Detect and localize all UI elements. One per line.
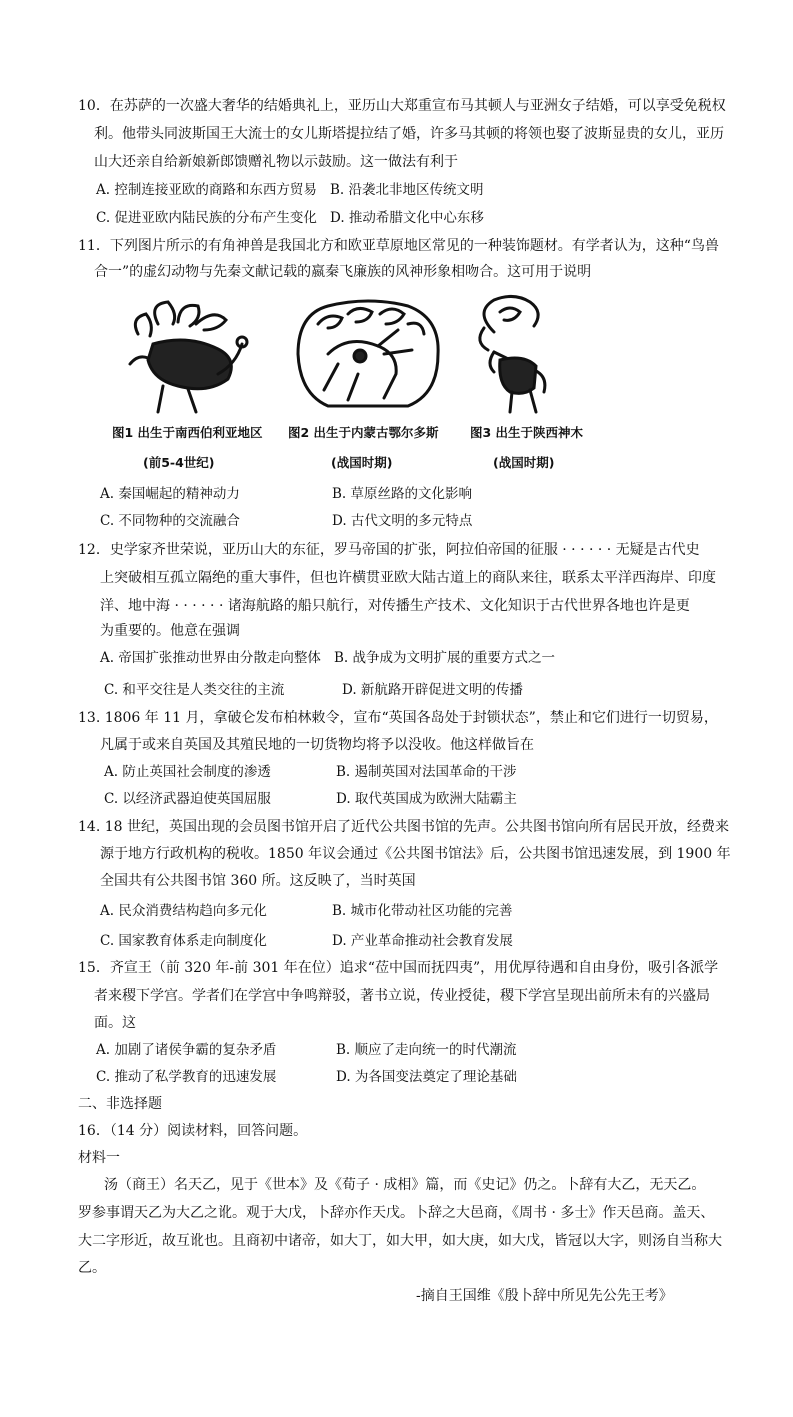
q12-option-b: B. 战争成为文明扩展的重要方式之一 [334, 650, 556, 666]
q16-material-line-1: 汤（商王）名天乙，见于《世本》及《荀子 · 成相》篇，而《史记》仍之。卜辞有大乙，无天乙。 [104, 1177, 706, 1193]
q10-line-1: 10．在苏萨的一次盛大奢华的结婚典礼上，亚历山大郑重宣布马其顿人与亚洲女子结婚，可以享受免税权 [78, 98, 726, 114]
figure-2-image [288, 294, 448, 416]
figure-3-period: (战国时期) [493, 455, 555, 470]
q11-option-c: C. 不同物种的交流融合 [100, 513, 240, 529]
q14-line-3: 全国共有公共图书馆 360 所。这反映了，当时英国 [100, 873, 416, 889]
figure-2-caption: 图2 出生于内蒙古鄂尔多斯 [288, 425, 439, 440]
q12-line-2: 上突破相互孤立隔绝的重大事件，但也许横贯亚欧大陆古道上的商队来往，联系太平洋西海岸、印度 [100, 570, 716, 586]
q15-option-a: A. 加剧了诸侯争霸的复杂矛盾 [96, 1042, 277, 1058]
q13-option-d: D. 取代英国成为欧洲大陆霸主 [336, 791, 517, 807]
q15-line-1: 15．齐宣王（前 320 年-前 301 年在位）追求“莅中国而抚四夷”，用优厚待遇和自由身份，吸引各派学 [78, 960, 719, 976]
q16-material-line-2: 罗参事谓天乙为大乙之讹。观于大戊，卜辞亦作天戊。卜辞之大邑商，《周书 · 多士》作天邑商。盖天、 [78, 1205, 715, 1221]
q14-option-a: A. 民众消费结构趋向多元化 [100, 903, 267, 919]
q14-option-b: B. 城市化带动社区功能的完善 [332, 903, 513, 919]
q11-option-a: A. 秦国崛起的精神动力 [100, 486, 240, 502]
q10-line-3: 山大还亲自给新娘新郎馈赠礼物以示鼓励。这一做法有利于 [94, 154, 458, 170]
q16-source: -摘自王国维《殷卜辞中所见先公先王考》 [416, 1288, 673, 1304]
q11-line-2: 合一”的虚幻动物与先秦文献记载的嬴秦飞廉族的风神形象相吻合。这可用于说明 [94, 264, 592, 280]
figure-1-caption: 图1 出生于南西伯利亚地区 [112, 425, 263, 440]
q16-material-line-4: 乙。 [78, 1260, 106, 1276]
q12-option-a: A. 帝国扩张推动世界由分散走向整体 [100, 650, 321, 666]
section-heading: 二、非选择题 [78, 1096, 162, 1112]
q15-line-2: 者来稷下学宫。学者们在学宫中争鸣辩驳，著书立说，传业授徒，稷下学宫呈现出前所未有的兴盛局 [94, 988, 710, 1004]
q14-line-1: 14. 18 世纪，英国出现的会员图书馆开启了近代公共图书馆的先声。公共图书馆向所有居民开放，经费来 [78, 819, 729, 835]
figure-2-period: (战国时期) [331, 455, 393, 470]
q13-option-b: B. 遏制英国对法国革命的干涉 [336, 764, 517, 780]
q12-option-d: D. 新航路开辟促进文明的传播 [342, 682, 523, 698]
q13-line-1: 13. 1806 年 11 月，拿破仑发布柏林敕令，宣布“英国各岛处于封锁状态”，禁止和它们进行一切贸易， [78, 710, 718, 726]
q13-option-c: C. 以经济武器迫使英国屈服 [104, 791, 271, 807]
q12-line-3: 洋、地中海 · · · · · · 诸海航路的船只航行，对传播生产技术、文化知识于古代世界各地也许是更 [100, 598, 690, 614]
q12-line-4: 为重要的。他意在强调 [100, 623, 240, 639]
figure-3-caption: 图3 出生于陕西神木 [470, 425, 584, 440]
q10-line-2: 利。他带头同波斯国王大流士的女儿斯塔提拉结了婚，许多马其顿的将领也娶了波斯显贵的女儿，亚历 [94, 126, 724, 142]
q10-option-d: D. 推动希腊文化中心东移 [330, 210, 484, 226]
q15-option-d: D. 为各国变法奠定了理论基础 [336, 1069, 517, 1085]
q10-option-a: A. 控制连接亚欧的商路和东西方贸易 [96, 182, 317, 198]
q10-option-c: C. 促进亚欧内陆民族的分布产生变化 [96, 210, 317, 226]
q16-material-label: 材料一 [78, 1150, 120, 1166]
q15-option-b: B. 顺应了走向统一的时代潮流 [336, 1042, 517, 1058]
q16-material-line-3: 大二字形近，故互讹也。且商初中诸帝，如大丁，如大甲，如大庚，如大戊，皆冠以大字，则汤自当称大 [78, 1233, 722, 1249]
q14-option-c: C. 国家教育体系走向制度化 [100, 933, 267, 949]
q12-line-1: 12．史学家齐世荣说，亚历山大的东征，罗马帝国的扩张，阿拉伯帝国的征服 · · · · · · 无疑是古代史 [78, 542, 700, 558]
q13-option-a: A. 防止英国社会制度的渗透 [104, 764, 271, 780]
q15-line-3: 面。这 [94, 1015, 136, 1031]
q15-option-c: C. 推动了私学教育的迅速发展 [96, 1069, 277, 1085]
q11-line-1: 11．下列图片所示的有角神兽是我国北方和欧亚草原地区常见的一种装饰题材。有学者认为，这种“鸟兽 [78, 238, 719, 254]
figure-1-image [118, 294, 258, 414]
q16-title: 16．（14 分）阅读材料，回答问题。 [78, 1123, 308, 1139]
q13-line-2: 凡属于或来自英国及其殖民地的一切货物均将予以没收。他这样做旨在 [100, 737, 534, 753]
figure-3-image [464, 292, 564, 416]
q11-option-d: D. 古代文明的多元特点 [332, 513, 473, 529]
q11-option-b: B. 草原丝路的文化影响 [332, 486, 473, 502]
q14-option-d: D. 产业革命推动社会教育发展 [332, 933, 513, 949]
figure-1-period: (前5-4世纪) [143, 455, 215, 470]
q12-option-c: C. 和平交往是人类交往的主流 [104, 682, 285, 698]
q14-line-2: 源于地方行政机构的税收。1850 年议会通过《公共图书馆法》后，公共图书馆迅速发展，到 1900 年 [100, 846, 731, 862]
q10-option-b: B. 沿袭北非地区传统文明 [330, 182, 484, 198]
